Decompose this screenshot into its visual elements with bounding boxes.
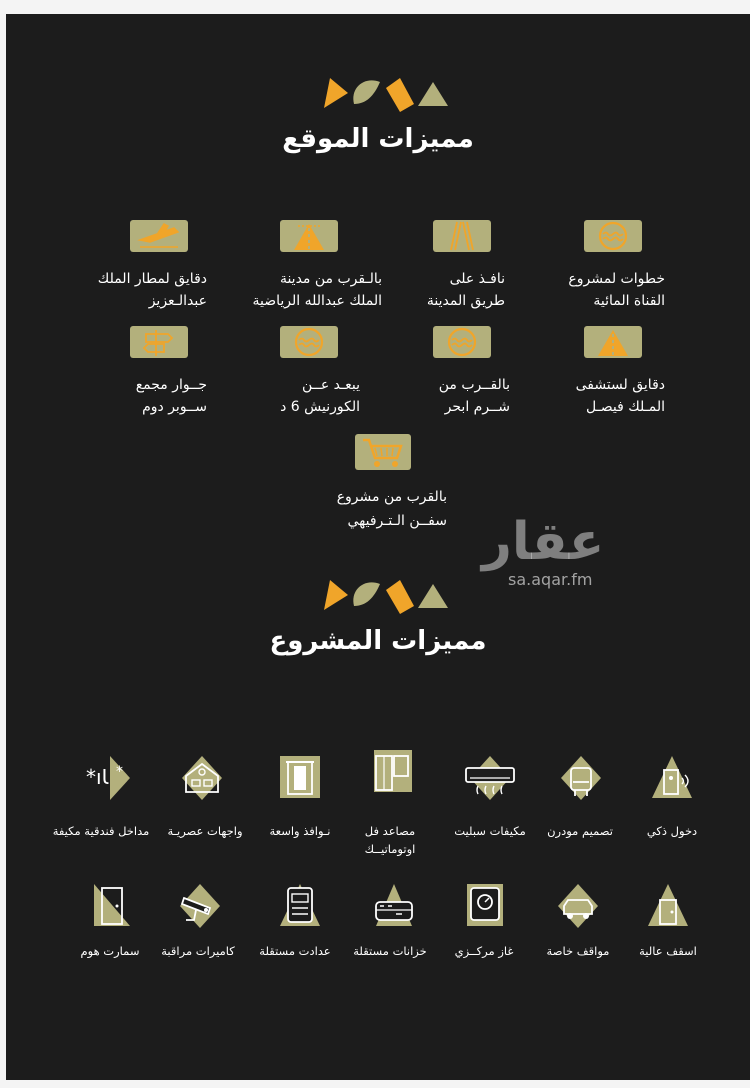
logo-shape-2: [353, 80, 380, 104]
location-item-line2: سفــن الـتـرفيهي: [347, 513, 447, 529]
logo-shape-4: [418, 82, 448, 106]
project-feature-label: دخول ذكي: [646, 824, 698, 838]
location-item-line1: دقايق لمطار الملك: [97, 271, 207, 287]
smart-home-door-icon: [82, 880, 142, 930]
project-feature-label: واجهات عصريـة: [167, 824, 243, 838]
project-feature-label: مداخل فندقية مكيفة: [52, 824, 150, 838]
watermark-brand: عقار: [482, 512, 605, 572]
water-waves-icon: [433, 326, 491, 358]
split-ac-icon: [460, 752, 520, 802]
location-item-line1: بالقــرب من: [438, 377, 510, 393]
modern-design-icon: [551, 752, 611, 802]
svg-text:*: *: [116, 764, 123, 780]
location-item-line2: الكورنيش 6 د: [280, 399, 360, 415]
location-item-line2: الملك عبدالله الرياضية: [252, 293, 382, 309]
airplane-icon: [130, 220, 188, 252]
location-section-title: مميزات الموقع: [282, 124, 474, 154]
project-feature-label: سمارت هوم: [80, 944, 140, 958]
logo-shape-1: [324, 580, 348, 610]
project-feature-label: مواقف خاصة: [546, 944, 610, 958]
project-feature-label: خزانات مستقلة: [353, 944, 427, 958]
facade-icon: [172, 752, 232, 802]
shopping-cart-icon: [355, 434, 411, 470]
window-icon: [270, 752, 330, 802]
location-item-line1: يبعـد عــن: [302, 377, 360, 393]
roads-icon: [433, 220, 491, 252]
road-perspective-icon: [584, 326, 642, 358]
project-feature-label: اسقف عالية: [639, 944, 697, 958]
project-feature-label: كاميرات مراقبة: [161, 944, 235, 958]
logo-shape-3: [386, 580, 414, 614]
logo-shape-4: [418, 584, 448, 608]
project-feature-label: نـوافذ واسعة: [269, 824, 331, 838]
water-waves-icon: [280, 326, 338, 358]
logo-shape-1: [324, 78, 348, 108]
location-item-line2: عبدالـعزيز: [148, 293, 207, 309]
water-tank-icon: [364, 880, 424, 930]
brand-logo-shapes: [320, 74, 450, 114]
project-feature-label: غاز مركــزي: [454, 944, 514, 958]
signpost-icon: [130, 326, 188, 358]
location-item-line2: شــرم ابحر: [444, 399, 510, 415]
watermark-url: sa.aqar.fm: [508, 570, 593, 589]
location-item-line2: المـلك فيصـل: [586, 399, 665, 415]
location-item-line1: دقايق لستشفى: [575, 377, 665, 393]
gas-meter-icon: [455, 880, 515, 930]
svg-text:*ıƖ: *ıƖ: [86, 765, 109, 789]
location-item-line1: نافـذ على: [449, 271, 505, 287]
meter-icon: [270, 880, 330, 930]
smart-lock-icon: [642, 752, 702, 802]
location-item-line2: القناة المائية: [593, 293, 665, 309]
brand-logo-shapes: [320, 576, 450, 616]
location-item-line1: جــوار مجمع: [135, 377, 207, 393]
project-feature-label: مكيفات سبليت: [454, 824, 526, 838]
road-perspective-icon: [280, 220, 338, 252]
logo-shape-2: [353, 582, 380, 606]
project-feature-label: تصميم مودرن: [547, 824, 613, 838]
project-feature-label: اوتوماتيــك: [364, 842, 416, 856]
location-item-line1: بالقرب من مشروع: [336, 489, 447, 505]
location-item-line1: بالـقرب من مدينة: [279, 271, 382, 287]
ac-vent-icon: [80, 752, 140, 802]
door-icon: [638, 880, 698, 930]
cctv-camera-icon: [170, 880, 230, 930]
logo-shape-3: [386, 78, 414, 112]
project-feature-label: عدادت مستقلة: [259, 944, 331, 958]
location-item-line1: خطوات لمشروع: [568, 271, 665, 287]
location-item-line2: طريق المدينة: [426, 293, 505, 309]
project-section-title: مميزات المشروع: [269, 626, 487, 656]
project-feature-label: مصاعد فل: [364, 824, 416, 838]
elevator-icon: [362, 746, 422, 796]
location-item-line2: ســوبر دوم: [142, 399, 207, 415]
car-icon: [548, 880, 608, 930]
water-waves-icon: [584, 220, 642, 252]
